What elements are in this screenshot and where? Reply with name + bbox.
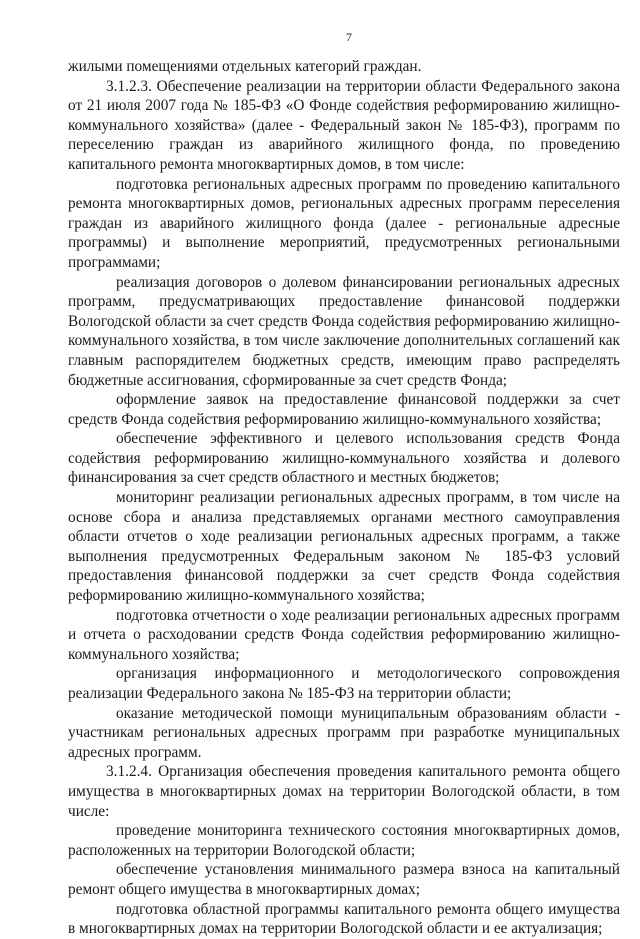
list-item-efficient-use: обеспечение эффективного и целевого использования средств Фонда содействия реформированию жилищно-коммунального хозяйства и долевого финансирования за счет средств областного и местных бюджетов; bbox=[68, 430, 620, 487]
list-item-methodical-help: оказание методической помощи муниципальным образованиям области - участникам региональных адресных программ при разработке муниципальных адресных программ. bbox=[68, 704, 620, 761]
list-item-regional-programs: подготовка региональных адресных программ по проведению капитального ремонта многоквартирных домов, региональных адресных программ переселения граждан из аварийного жилищного фонда (далее - региональные адресные программы) и выполнение мероприятий, предусмотренных региональными программами; bbox=[68, 175, 620, 271]
list-item-minimum-contribution: обеспечение установления минимального размера взноса на капитальный ремонт общего имущества в многоквартирных домах; bbox=[68, 861, 620, 898]
list-item-regional-capital-repair-program: подготовка областной программы капитального ремонта общего имущества в многоквартирных домах на территории Вологодской области и ее актуализация; bbox=[68, 900, 620, 938]
list-item-monitoring: мониторинг реализации региональных адресных программ, в том числе на основе сбора и анализа представляемых органами местного самоуправления области отчетов о ходе реализации региональных адресных программ, а также выполнения предусмотренных Федеральным законом № 185-ФЗ условий предоставления финансовой поддержки за счет средств Фонда содействия реформированию жилищно-коммунального хозяйства; bbox=[68, 489, 620, 605]
paragraph-continuation: жилыми помещениями отдельных категорий граждан. bbox=[68, 58, 422, 75]
list-item-information-support: организация информационного и методологического сопровождения реализации Федерального закона № 185-ФЗ на территории области; bbox=[68, 665, 620, 702]
paragraph-3-1-2-3: 3.1.2.3. Обеспечение реализации на территории области Федерального закона от 21 июля 2007 года № 185-ФЗ «О Фонде содействия реформированию жилищно-коммунального хозяйства» (далее - Федеральный закон № 185-ФЗ), программ по переселению граждан из аварийного жилищного фонда, по проведению капитального ремонта многоквартирных домов, в том числе: bbox=[68, 77, 620, 173]
paragraph-3-1-2-4: 3.1.2.4. Организация обеспечения проведения капитального ремонта общего имущества в многоквартирных домах на территории Вологодской области, в том числе: bbox=[68, 763, 620, 820]
list-item-financing-agreements: реализация договоров о долевом финансировании региональных адресных программ, предусматривающих предоставление финансовой поддержки Вологодской области за счет средств Фонда содействия реформированию жилищно-коммунального хозяйства, в том числе заключение дополнительных соглашений как главным распорядителем бюджетных средств, имеющим право распределять бюджетные ассигнования, сформированные за счет средств Фонда; bbox=[68, 273, 620, 389]
list-item-technical-monitoring: проведение мониторинга технического состояния многоквартирных домов, расположенных на территории Вологодской области; bbox=[68, 822, 620, 859]
page-number: 7 bbox=[346, 30, 352, 44]
list-item-applications: оформление заявок на предоставление финансовой поддержки за счет средств Фонда содействия реформированию жилищно-коммунального хозяйства; bbox=[68, 391, 620, 428]
list-item-reporting: подготовка отчетности о ходе реализации региональных адресных программ и отчета о расходовании средств Фонда содействия реформированию жилищно-коммунального хозяйства; bbox=[68, 606, 620, 663]
